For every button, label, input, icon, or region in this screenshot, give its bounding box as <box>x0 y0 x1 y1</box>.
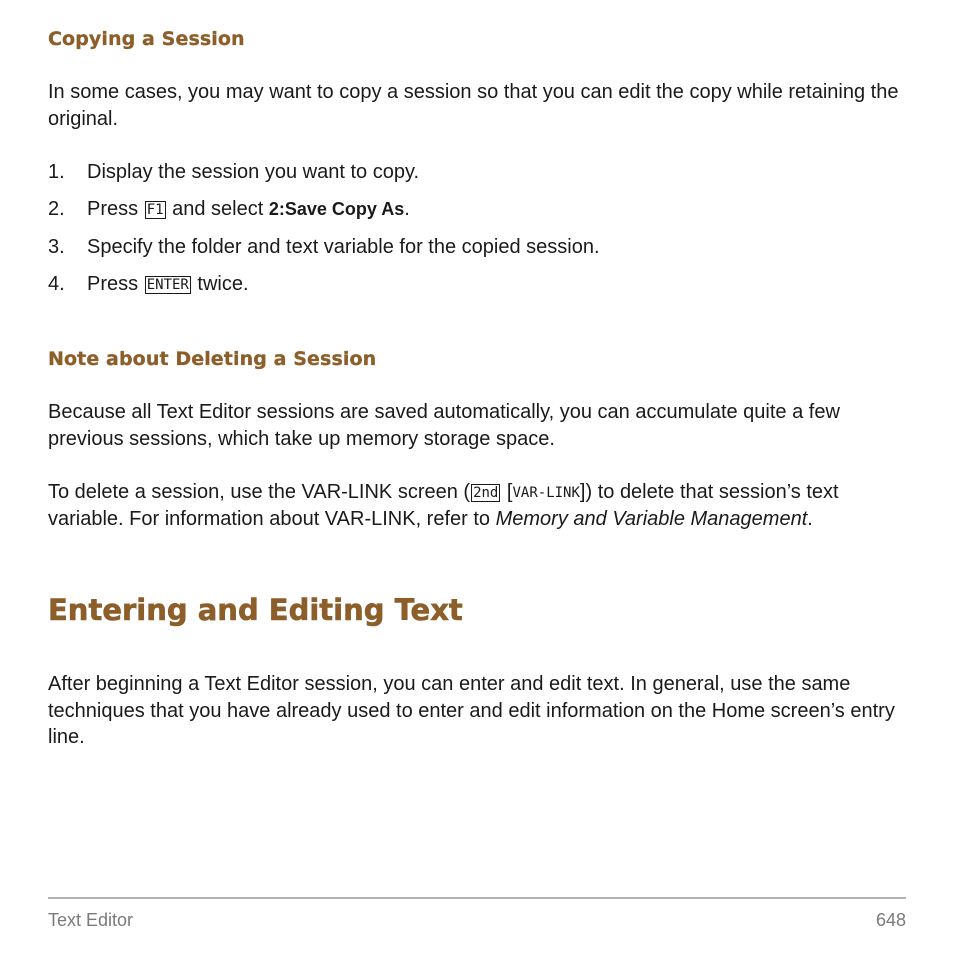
footer-page-number: 648 <box>875 910 906 930</box>
f1-key: F1 <box>146 202 164 218</box>
entering-para: After beginning a Text Editor session, you can enter and edit text. In general, use the same techniques that you have already used to enter and edit information on the Home screen’s entry line. <box>48 673 895 748</box>
deleting-para-2: To delete a session, use the VAR-LINK screen ( 2nd [VAR-LINK]) to delete that session’s text variable. For information about VAR-LINK, refer to Memory and Variable Management. <box>48 481 839 530</box>
deleting-para-1: Because all Text Editor sessions are saved automatically, you can accumulate quite a few previous sessions, which take up memory storage space. <box>48 401 840 450</box>
reference-link-memory: Memory and Variable Management <box>495 507 808 530</box>
page-title: Entering and Editing Text <box>48 593 463 627</box>
section-heading-copying: Copying a Session <box>48 28 245 50</box>
section-heading-deleting: Note about Deleting a Session <box>48 348 377 370</box>
footer-divider <box>48 897 906 899</box>
menu-item-save-copy-as: 2:Save Copy As <box>268 199 405 219</box>
var-link-key: [VAR-LINK] <box>506 481 586 503</box>
footer-chapter: Text Editor <box>48 910 134 930</box>
enter-key: ENTER <box>146 277 189 293</box>
copying-intro: In some cases, you may want to copy a session so that you can edit the copy while retaining the original. <box>48 81 899 130</box>
2nd-key: 2nd <box>473 485 499 501</box>
